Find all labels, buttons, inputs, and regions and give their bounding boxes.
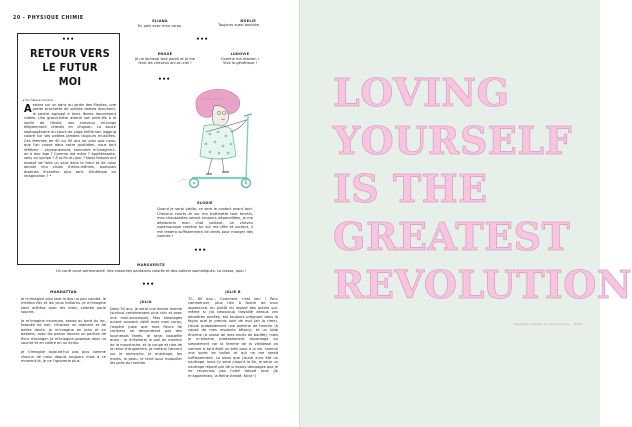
quote-eliana [130, 19, 190, 28]
quote-name: ELODIE [197, 201, 213, 205]
headline-line: LOVING [333, 70, 510, 115]
headline-line: YOURSELF [333, 118, 573, 163]
title-line: RETOUR VERS [29, 47, 111, 60]
dropcap: A [24, 101, 32, 115]
scooter-grandma-illustration [166, 86, 266, 192]
quote-name: JULIA [140, 300, 152, 304]
column-julia [110, 300, 182, 366]
quote-text: Quand je serai vieille, ce sera le confort avant tout. Cheveux courts et sur ma trottinette tout terrain, mes chaussettes seront toujours dépareillées, je me déplacerai mon chat partout, un cheveu supersonique ramène toi sur ma tête et surtout, il me restera suffisamment de dents pour manger des cookies ! [157, 207, 253, 238]
quote-name: NOELIE [240, 19, 256, 23]
column-text: 70, 80 ans... Comment c'est loin ! Pour commencer, plus rien à foutre de mon apparence, ou plutôt du regard des autres qui, même si j'ai beaucoup travaillé dessus ces dernières années, est toujours prégnant dans la façon que je prends soin de moi (ah la rime). J'aurai probablement une poitrine de hanche (à cause de mes implants tétons), et un bide énorme (à cause de mes excès de bouffe), mais je m'aimerai probablement davantage ou simplement car la femme de la vieillesse va comme si tout était un bien pour à la vie, comme une sorte de ballon et qui ne me serait suffisamment. La peau que j'aurai aura été un naufrage, mais j'y serai jusqu'à la fin, je serai un naufrage réparé par de si beaux tatouages que je ne reconnais pas l'oisif tatoué tous (je m'appellerais, la Reine Amidé, Kirot !) [188, 296, 278, 378]
quote-noelie [200, 19, 260, 27]
quote-name: LUDOVIE [230, 52, 250, 56]
title-line: MOI [58, 75, 82, 88]
quote-name: MARGUERITE [137, 263, 165, 267]
decorative-dots: ••• [62, 36, 75, 43]
decorative-dots: ••• [194, 247, 207, 254]
quote-text: En paix avec mon corps. [137, 24, 183, 28]
intro-body [24, 103, 116, 179]
column-manhattan [21, 290, 106, 364]
decorative-dots: ••• [158, 76, 171, 83]
quote-line: Vive la génétique ! [223, 61, 257, 65]
quote-engue [126, 52, 204, 65]
quote-elodie [157, 201, 253, 239]
quote-name: MANHATTAN [50, 290, 77, 294]
column-text: Je m'imagine plus tard le dos un peu courbé, le menton fier et les yeux brillants. Je m'imagine sans orthèse avec les rides, colorée parle sourire. [21, 296, 106, 315]
column-text: Je m'imagine heureuse, assise au bord du lac, tatouée de noir, tricotant un diamant et de belles dents. Je m'imagine en jean et en baskets, avec les peaux douces un parfum de fleur d'oranger. Je m'imagine papesse dans un sourire et en colère en un éclair. [21, 318, 106, 346]
headline-line: REVOLUTION [333, 262, 632, 307]
quote-name: ELIANA [152, 19, 168, 23]
quote-name: ENGUÉ [157, 52, 173, 56]
column-text: Je n'imagine aujourd'hui pas plus comme chacun de nous depuis toujours mais à ce moment-là, je ne l'ignorerai plus. [21, 350, 106, 364]
intro-box [17, 33, 120, 265]
quote-ludovie [210, 52, 270, 65]
quote-marguerite [20, 263, 282, 273]
decorative-dots: ••• [142, 281, 155, 288]
headline-line: IS THE [333, 166, 488, 211]
byline-text: Par Hélène Chaumé [25, 98, 53, 102]
column-text: Dans 50 ans, je serai une bonne mamie (surtout certainement plus chic et avec une mini-soucoupe). Mes tatouages auront souvent vieilli avec mon corps, j'espère juste que mes fleurs de cerisiers ne deviendront pas des tournesols fanés. Je serai coquette aussi : je m'épilerai le poil du menton de la moustache, et la coupe et raie de la reine d'Angleterre, je mettrai l'accent sur la recherche, je m'attrape, les mains, la peau, le teint pour maquiller les poils du menton. [110, 306, 182, 366]
illustration-credit: Illustration réalisée par Zoé Leclercq — Ph 05 [514, 322, 583, 326]
left-page [0, 0, 300, 427]
decorative-dots: ••• [196, 36, 209, 43]
headline-line: GREATEST [333, 214, 571, 259]
quote-line: Comme ma maman ! [220, 57, 260, 61]
quote-line: ferai les cheveux arc-en-ciel ! [138, 61, 192, 65]
poster-headline [333, 69, 632, 309]
quote-text: Un carré court permanenté, des costumes pantalons colorés et des colliers sophistiqués. La classe, quoi ! [55, 269, 247, 273]
article-title [24, 47, 116, 89]
intro-text: ssises sur un banc du jardin des Plantes, une petite brochette de vieilles dames discutent, le soutre agrippé à leurs lèvres doucement ridées. Une grand-mère attend son petit-fils à la sortie de l'école, ses cheveux mi-longs élégamment relevés en chignon. La sauce septuagénaire du cours de yoga enfile son legging coloré sur ses petites jambes toujours musclées. Ces femmes de 40 ou 50 ans de plus que nous, que l'on croise dans notre quotidien, nous font réfléchir : physiquement, comment m'imagine-t-on à leur âge ? Comme ma mère ? Appétissante, sexy ou sympa ? À la fin du jour ? Nous faisons ont essayé de faire un saut dans le futur et de nous donner leur vision d'elles-mêmes, quelques dizaines d'années plus tard. Génétique ou imagination ? • [24, 103, 116, 179]
quote-line: Je ne lâcherai tout pareil et je me [134, 57, 196, 61]
title-line: LE FUTUR [42, 61, 98, 74]
quote-name: JULIE B [225, 290, 241, 294]
quote-text: Toujours aussi bouclée. [218, 23, 260, 27]
byline: ▸ Par Hélène Chaumé [23, 98, 53, 102]
running-header: 20 - PHYSIQUE CHIMIE [13, 15, 84, 21]
column-julie-b [188, 290, 278, 378]
